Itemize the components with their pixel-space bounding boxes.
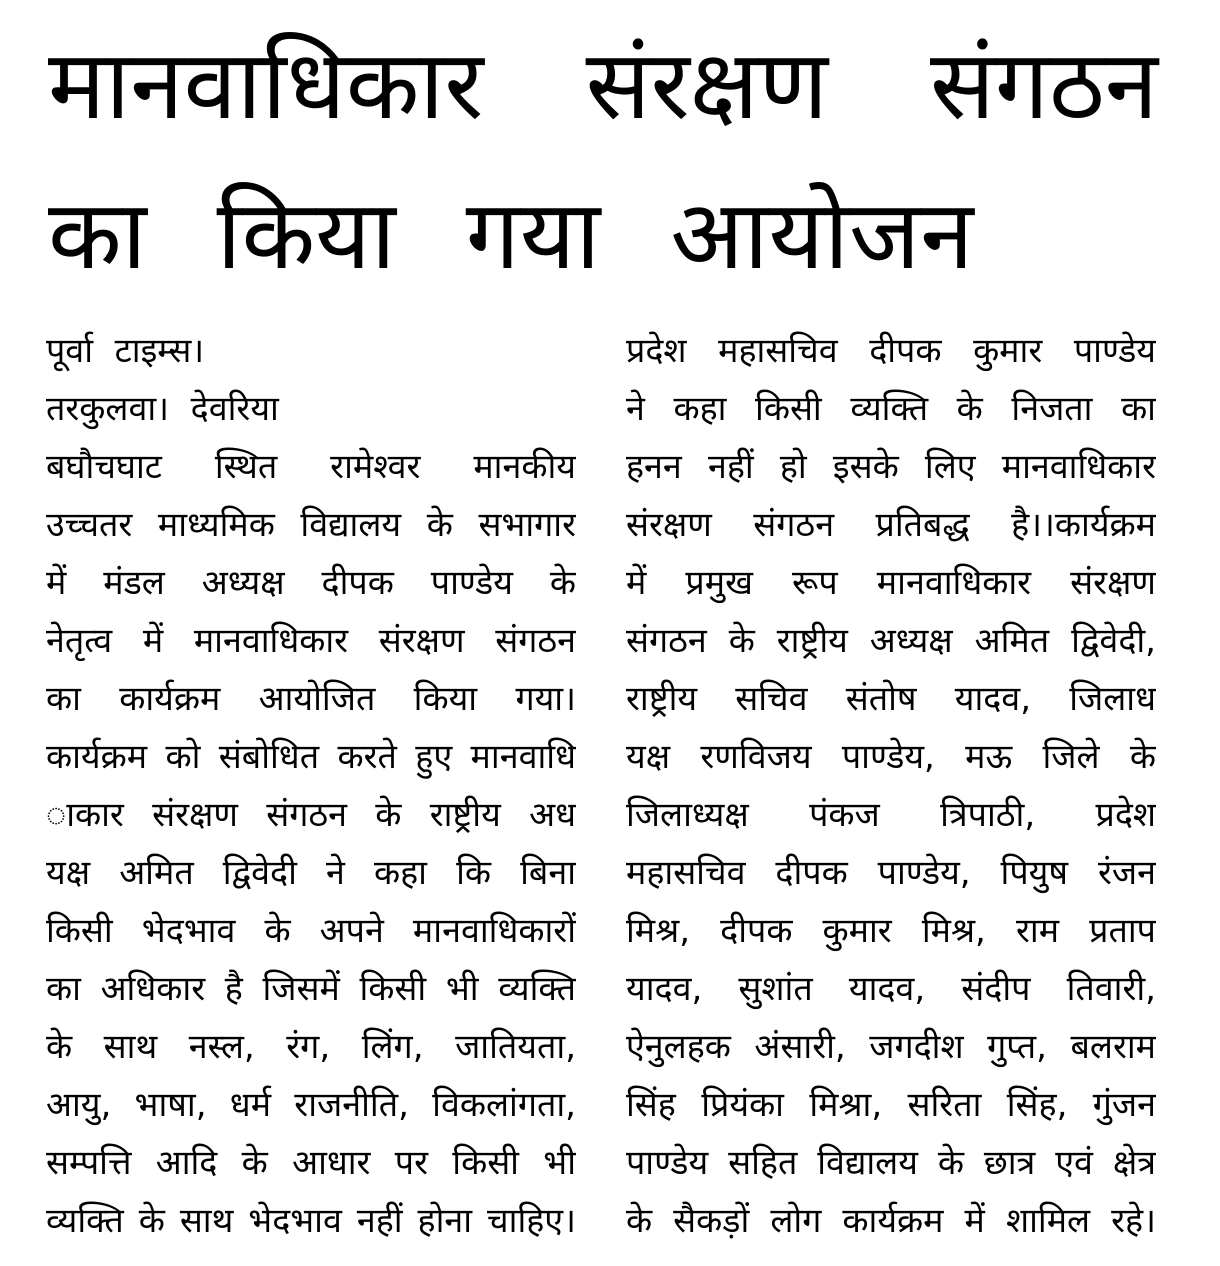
body-line: सिंह प्रियंका मिश्रा, सरिता सिंह, गुंजन xyxy=(626,1085,1156,1125)
headline-word: आयोजन xyxy=(670,179,974,291)
headline-word: संगठन xyxy=(930,29,1158,141)
dateline-source: पूर्वा टाइम्स। xyxy=(46,331,205,371)
body-line: के सैकड़ों लोग कार्यक्रम में शामिल रहे। xyxy=(626,1201,1156,1241)
body-line: के साथ नस्ल, रंग, लिंग, जातियता, xyxy=(46,1027,576,1067)
headline-word: का xyxy=(48,179,147,291)
body-line: नेतृत्व में मानवाधिकार संरक्षण संगठन xyxy=(46,621,576,661)
body-line: आयु, भाषा, धर्म राजनीति, विकलांगता, xyxy=(46,1085,576,1125)
body-line: में प्रमुख रूप मानवाधिकार संरक्षण xyxy=(626,563,1156,603)
body-line: प्रदेश महासचिव दीपक कुमार पाण्डेय xyxy=(626,331,1156,371)
body-line: यादव, सुशांत यादव, संदीप तिवारी, xyxy=(626,969,1156,1009)
headline-word: किया xyxy=(216,179,396,291)
body-line: सम्पत्ति आदि के आधार पर किसी भी xyxy=(46,1143,576,1183)
headline-line-1 xyxy=(48,26,1158,176)
body-line: मिश्र, दीपक कुमार मिश्र, राम प्रताप xyxy=(626,911,1156,951)
body-line: उच्चतर माध्यमिक विद्यालय के सभागार xyxy=(46,505,576,545)
headline-word: संरक्षण xyxy=(585,29,828,141)
body-line: राष्ट्रीय सचिव संतोष यादव, जिलाध xyxy=(626,679,1156,719)
headline-line-2 xyxy=(48,176,1168,326)
body-line: किसी भेदभाव के अपने मानवाधिकारों xyxy=(46,911,576,951)
article-column-left xyxy=(46,322,576,1250)
body-line: में मंडल अध्यक्ष दीपक पाण्डेय के xyxy=(46,563,576,603)
body-line: यक्ष रणविजय पाण्डेय, मऊ जिले के xyxy=(626,737,1156,777)
headline-word: मानवाधिकार xyxy=(48,29,484,141)
body-line: संगठन के राष्ट्रीय अध्यक्ष अमित द्विवेदी, xyxy=(626,621,1156,661)
body-line: बघौचघाट स्थित रामेश्वर मानकीय xyxy=(46,447,576,487)
body-line: यक्ष अमित द्विवेदी ने कहा कि बिना xyxy=(46,853,576,893)
headline-word: गया xyxy=(465,179,601,291)
body-line: ने कहा किसी व्यक्ति के निजता का xyxy=(626,389,1156,429)
body-line: हनन नहीं हो इसके लिए मानवाधिकार xyxy=(626,447,1156,487)
body-line: संरक्षण संगठन प्रतिबद्ध है।।कार्यक्रम xyxy=(626,505,1156,545)
body-line: ऐनुलहक अंसारी, जगदीश गुप्त, बलराम xyxy=(626,1027,1156,1067)
body-line: का अधिकार है जिसमें किसी भी व्यक्ति xyxy=(46,969,576,1009)
body-line: कार्यक्रम को संबोधित करते हुए मानवाधि xyxy=(46,737,576,777)
body-line: महासचिव दीपक पाण्डेय, पियुष रंजन xyxy=(626,853,1156,893)
body-line: पाण्डेय सहित विद्यालय के छात्र एवं क्षेत्र xyxy=(626,1143,1156,1183)
article-column-right xyxy=(626,322,1156,1250)
body-line: ाकार संरक्षण संगठन के राष्ट्रीय अध xyxy=(46,795,576,835)
dateline-place: तरकुलवा। देवरिया xyxy=(46,389,279,429)
body-line: व्यक्ति के साथ भेदभाव नहीं होना चाहिए। xyxy=(46,1201,576,1241)
body-line: जिलाध्यक्ष पंकज त्रिपाठी, प्रदेश xyxy=(626,795,1156,835)
body-line: का कार्यक्रम आयोजित किया गया। xyxy=(46,679,576,719)
article-headline xyxy=(48,26,1168,326)
